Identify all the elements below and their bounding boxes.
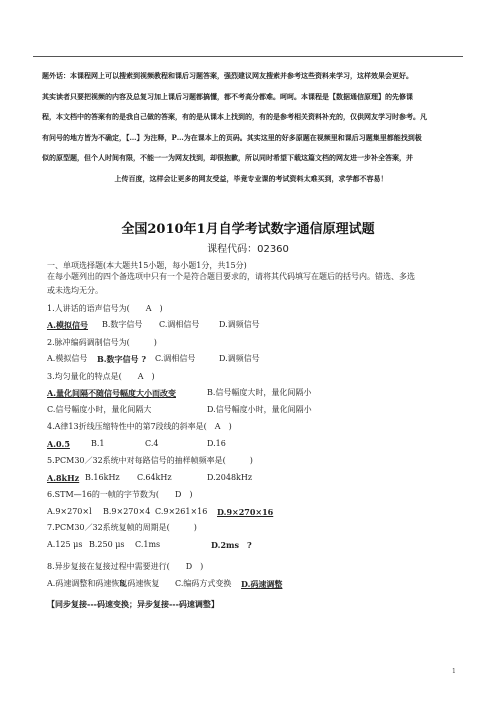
question-stem: 5.PCM30／32系统中对每路信号的抽样帧频率是( ) — [47, 456, 253, 465]
option: D.2ms ? — [211, 540, 252, 550]
question-stem: 7.PCM30／32系统复帧的周期是( ) — [47, 523, 197, 532]
option: D.信号幅度小时，量化间隔小 — [207, 405, 312, 414]
option: D.调频信号 — [219, 320, 260, 329]
option: A.125 μs — [47, 540, 83, 549]
option: C.4 — [145, 439, 159, 448]
option: A.模拟信号 — [47, 354, 88, 363]
option: A.量化间隔不随信号幅度大小而改变 — [47, 388, 176, 398]
answer-note: 【同步复接---码速变换；异步复接---码速调整】 — [47, 599, 219, 609]
option: B.信号幅度大时，量化间隔小 — [207, 388, 312, 397]
document-title: 全国2010年1月自学考试数字通信原理试题 — [121, 222, 375, 237]
option: C.9×261×16 — [155, 507, 208, 516]
option: C.1ms — [135, 540, 161, 549]
notice-line: 有问号的地方皆为不确定，【…】为注释，P…为在课本上的页码。其实这里的好多原题在视频里和课后习题集里都能找到极 — [42, 132, 422, 142]
option: A.0.5 — [47, 439, 70, 449]
section-heading: 一、单项选择题(本大题共15小题，每小题1分，共15分) — [47, 261, 247, 270]
option: B.1 — [91, 439, 105, 448]
option: A.8kHz — [47, 473, 80, 483]
course-code: 课程代码：02360 — [207, 244, 289, 255]
option: D.2048kHz — [207, 473, 253, 482]
instructions-line: 或未选均无分。 — [47, 286, 103, 295]
question-stem: 8.异步复接在复接过程中需要进行( D ) — [47, 562, 204, 571]
option: C.信号幅度小时，量化间隔大 — [47, 405, 152, 414]
instructions-line: 在每小题列出的四个备选项中只有一个是符合题目要求的，请将其代码填写在题后的括号内。错选、多选 — [47, 272, 415, 281]
header-notice — [42, 66, 460, 189]
notice-line: 程，本文档中的答案有的是我自己做的答案，有的是从课本上找到的，有的是参考相关资料补充的，仅供网友学习时参考。凡 — [42, 112, 427, 121]
question-stem: 4.A律13折线压缩特性中的第7段线的斜率是( A ) — [47, 422, 232, 431]
option: A.9×270×l — [47, 507, 92, 516]
option: C.64kHz — [137, 473, 172, 482]
option: B.数字信号 ? — [97, 354, 147, 364]
question-stem: 6.STM—16的一帧的字节数为( D ) — [47, 490, 193, 499]
notice-line: 其实读者只要把视频的内容及总复习加上课后习题都搞懂，都不考高分都难。呵呵。本课程是【数据通信原理】的先修课 — [42, 91, 413, 101]
option: C.编码方式变换 — [175, 579, 232, 588]
notice-line: 似的原型题，但个人时间有限，不能一一为网友找到，却很抱歉，所以同时希望下载这篇文档的网友进一步补全答案，并 — [42, 153, 413, 162]
question-stem: 1.人讲话的语声信号为( A ) — [47, 304, 163, 313]
notice-line: 上传百度，这样会让更多的网友受益，毕竟专业课的考试资料太难买到，求学都不容易！ — [114, 173, 388, 183]
option: C.调相信号 — [159, 320, 200, 329]
option: A.模拟信号 — [47, 320, 88, 330]
option: A.码速调整和码速恢复 — [47, 579, 128, 588]
option: C.调相信号 — [155, 354, 196, 363]
option: B.9×270×4 — [103, 507, 151, 516]
option: B.数字信号 — [102, 320, 143, 329]
option: D.码速调整 — [241, 579, 283, 589]
page-number: 1 — [452, 668, 456, 675]
option: D.9×270×16 — [217, 507, 274, 517]
option: B.16kHz — [85, 473, 120, 482]
question-stem: 3.均匀量化的特点是( A ) — [47, 372, 155, 381]
question-stem: 2.脉冲编码调制信号为( ) — [47, 338, 157, 347]
option: B.250 μs — [89, 540, 125, 549]
option: D.调频信号 — [219, 354, 260, 363]
header-rule — [33, 56, 463, 57]
option: B.码速恢复 — [119, 579, 160, 588]
notice-line: 题外话：本课程网上可以搜索到视频教程和课后习题答案，强烈建议网友搜索并参考这些资料来学习，这样效果会更好。 — [42, 71, 413, 80]
option: D.16 — [207, 439, 226, 448]
